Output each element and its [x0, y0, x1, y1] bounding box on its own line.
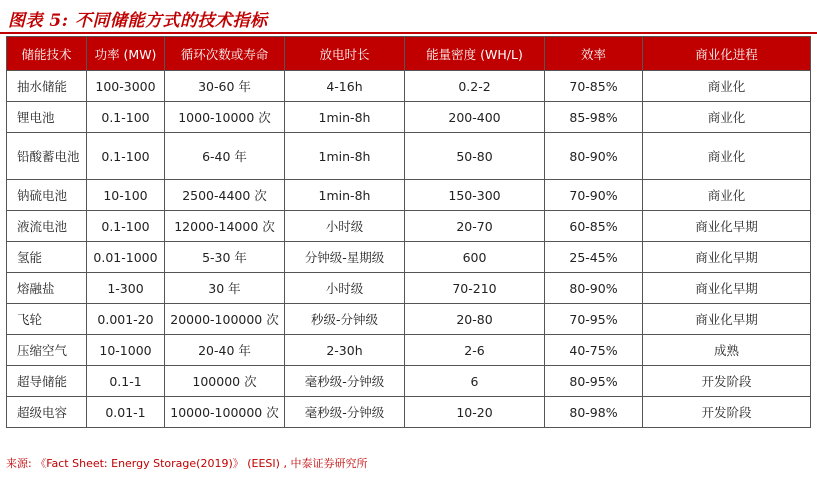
storage-comparison-table — [6, 36, 811, 428]
figure-title: 图表 5: 不同储能方式的技术指标 — [8, 11, 268, 31]
table-row — [7, 397, 811, 428]
table-row — [7, 242, 811, 273]
table-row — [7, 180, 811, 211]
table-row — [7, 304, 811, 335]
header-power: 功率 (MW) — [87, 37, 165, 71]
cell-efficiency: 80-98% — [545, 397, 643, 428]
title-divider — [0, 32, 817, 34]
cell-efficiency: 70-85% — [545, 71, 643, 102]
cell-power: 0.1-100 — [87, 133, 165, 180]
table-row — [7, 335, 811, 366]
cell-discharge-duration: 1min-8h — [285, 180, 405, 211]
cell-commercialization: 商业化早期 — [643, 273, 811, 304]
cell-commercialization: 开发阶段 — [643, 366, 811, 397]
cell-power: 100-3000 — [87, 71, 165, 102]
cell-discharge-duration: 毫秒级-分钟级 — [285, 397, 405, 428]
cell-energy-density: 200-400 — [405, 102, 545, 133]
cell-energy-density: 20-70 — [405, 211, 545, 242]
cell-efficiency: 85-98% — [545, 102, 643, 133]
header-efficiency: 效率 — [545, 37, 643, 71]
table-row — [7, 102, 811, 133]
cell-power: 0.01-1000 — [87, 242, 165, 273]
table-row — [7, 133, 811, 180]
cell-technology: 熔融盐 — [7, 273, 87, 304]
cell-cycle-life: 12000-14000 次 — [165, 211, 285, 242]
table-row — [7, 273, 811, 304]
header-technology: 储能技术 — [7, 37, 87, 71]
cell-efficiency: 80-90% — [545, 133, 643, 180]
cell-energy-density: 0.2-2 — [405, 71, 545, 102]
cell-power: 0.1-1 — [87, 366, 165, 397]
table-header-row — [7, 37, 811, 71]
cell-technology: 钠硫电池 — [7, 180, 87, 211]
cell-commercialization: 商业化 — [643, 133, 811, 180]
cell-cycle-life: 100000 次 — [165, 366, 285, 397]
cell-efficiency: 25-45% — [545, 242, 643, 273]
cell-discharge-duration: 4-16h — [285, 71, 405, 102]
cell-technology: 压缩空气 — [7, 335, 87, 366]
cell-energy-density: 50-80 — [405, 133, 545, 180]
cell-discharge-duration: 1min-8h — [285, 133, 405, 180]
cell-commercialization: 商业化早期 — [643, 242, 811, 273]
cell-efficiency: 80-90% — [545, 273, 643, 304]
cell-commercialization: 成熟 — [643, 335, 811, 366]
cell-cycle-life: 1000-10000 次 — [165, 102, 285, 133]
cell-technology: 飞轮 — [7, 304, 87, 335]
cell-cycle-life: 5-30 年 — [165, 242, 285, 273]
cell-energy-density: 150-300 — [405, 180, 545, 211]
cell-commercialization: 商业化早期 — [643, 304, 811, 335]
cell-discharge-duration: 2-30h — [285, 335, 405, 366]
cell-cycle-life: 20-40 年 — [165, 335, 285, 366]
cell-cycle-life: 10000-100000 次 — [165, 397, 285, 428]
table-row — [7, 71, 811, 102]
cell-energy-density: 2-6 — [405, 335, 545, 366]
cell-power: 0.001-20 — [87, 304, 165, 335]
cell-discharge-duration: 1min-8h — [285, 102, 405, 133]
cell-cycle-life: 30-60 年 — [165, 71, 285, 102]
table-row — [7, 366, 811, 397]
cell-commercialization: 商业化 — [643, 180, 811, 211]
cell-cycle-life: 30 年 — [165, 273, 285, 304]
cell-cycle-life: 20000-100000 次 — [165, 304, 285, 335]
cell-technology: 超级电容 — [7, 397, 87, 428]
cell-power: 0.01-1 — [87, 397, 165, 428]
cell-energy-density: 6 — [405, 366, 545, 397]
header-cycle-life: 循环次数或寿命 — [165, 37, 285, 71]
cell-energy-density: 10-20 — [405, 397, 545, 428]
cell-technology: 锂电池 — [7, 102, 87, 133]
cell-discharge-duration: 小时级 — [285, 211, 405, 242]
cell-technology: 抽水储能 — [7, 71, 87, 102]
cell-discharge-duration: 小时级 — [285, 273, 405, 304]
cell-commercialization: 商业化 — [643, 71, 811, 102]
cell-energy-density: 600 — [405, 242, 545, 273]
cell-discharge-duration: 分钟级-星期级 — [285, 242, 405, 273]
cell-commercialization: 商业化 — [643, 102, 811, 133]
cell-discharge-duration: 毫秒级-分钟级 — [285, 366, 405, 397]
cell-commercialization: 开发阶段 — [643, 397, 811, 428]
cell-cycle-life: 2500-4400 次 — [165, 180, 285, 211]
cell-discharge-duration: 秒级-分钟级 — [285, 304, 405, 335]
cell-energy-density: 20-80 — [405, 304, 545, 335]
cell-energy-density: 70-210 — [405, 273, 545, 304]
cell-technology: 氢能 — [7, 242, 87, 273]
cell-power: 0.1-100 — [87, 102, 165, 133]
source-note: 来源: 《Fact Sheet: Energy Storage(2019)》 (EESI) , 中泰证券研究所 — [6, 457, 368, 470]
cell-cycle-life: 6-40 年 — [165, 133, 285, 180]
cell-power: 1-300 — [87, 273, 165, 304]
cell-technology: 超导储能 — [7, 366, 87, 397]
header-energy-density: 能量密度 (WH/L) — [405, 37, 545, 71]
cell-efficiency: 80-95% — [545, 366, 643, 397]
cell-efficiency: 40-75% — [545, 335, 643, 366]
cell-commercialization: 商业化早期 — [643, 211, 811, 242]
header-commercialization: 商业化进程 — [643, 37, 811, 71]
cell-technology: 铅酸蓄电池 — [7, 133, 87, 180]
cell-power: 0.1-100 — [87, 211, 165, 242]
cell-power: 10-1000 — [87, 335, 165, 366]
cell-efficiency: 70-95% — [545, 304, 643, 335]
cell-technology: 液流电池 — [7, 211, 87, 242]
table-row — [7, 211, 811, 242]
cell-efficiency: 70-90% — [545, 180, 643, 211]
header-discharge-duration: 放电时长 — [285, 37, 405, 71]
cell-power: 10-100 — [87, 180, 165, 211]
cell-efficiency: 60-85% — [545, 211, 643, 242]
